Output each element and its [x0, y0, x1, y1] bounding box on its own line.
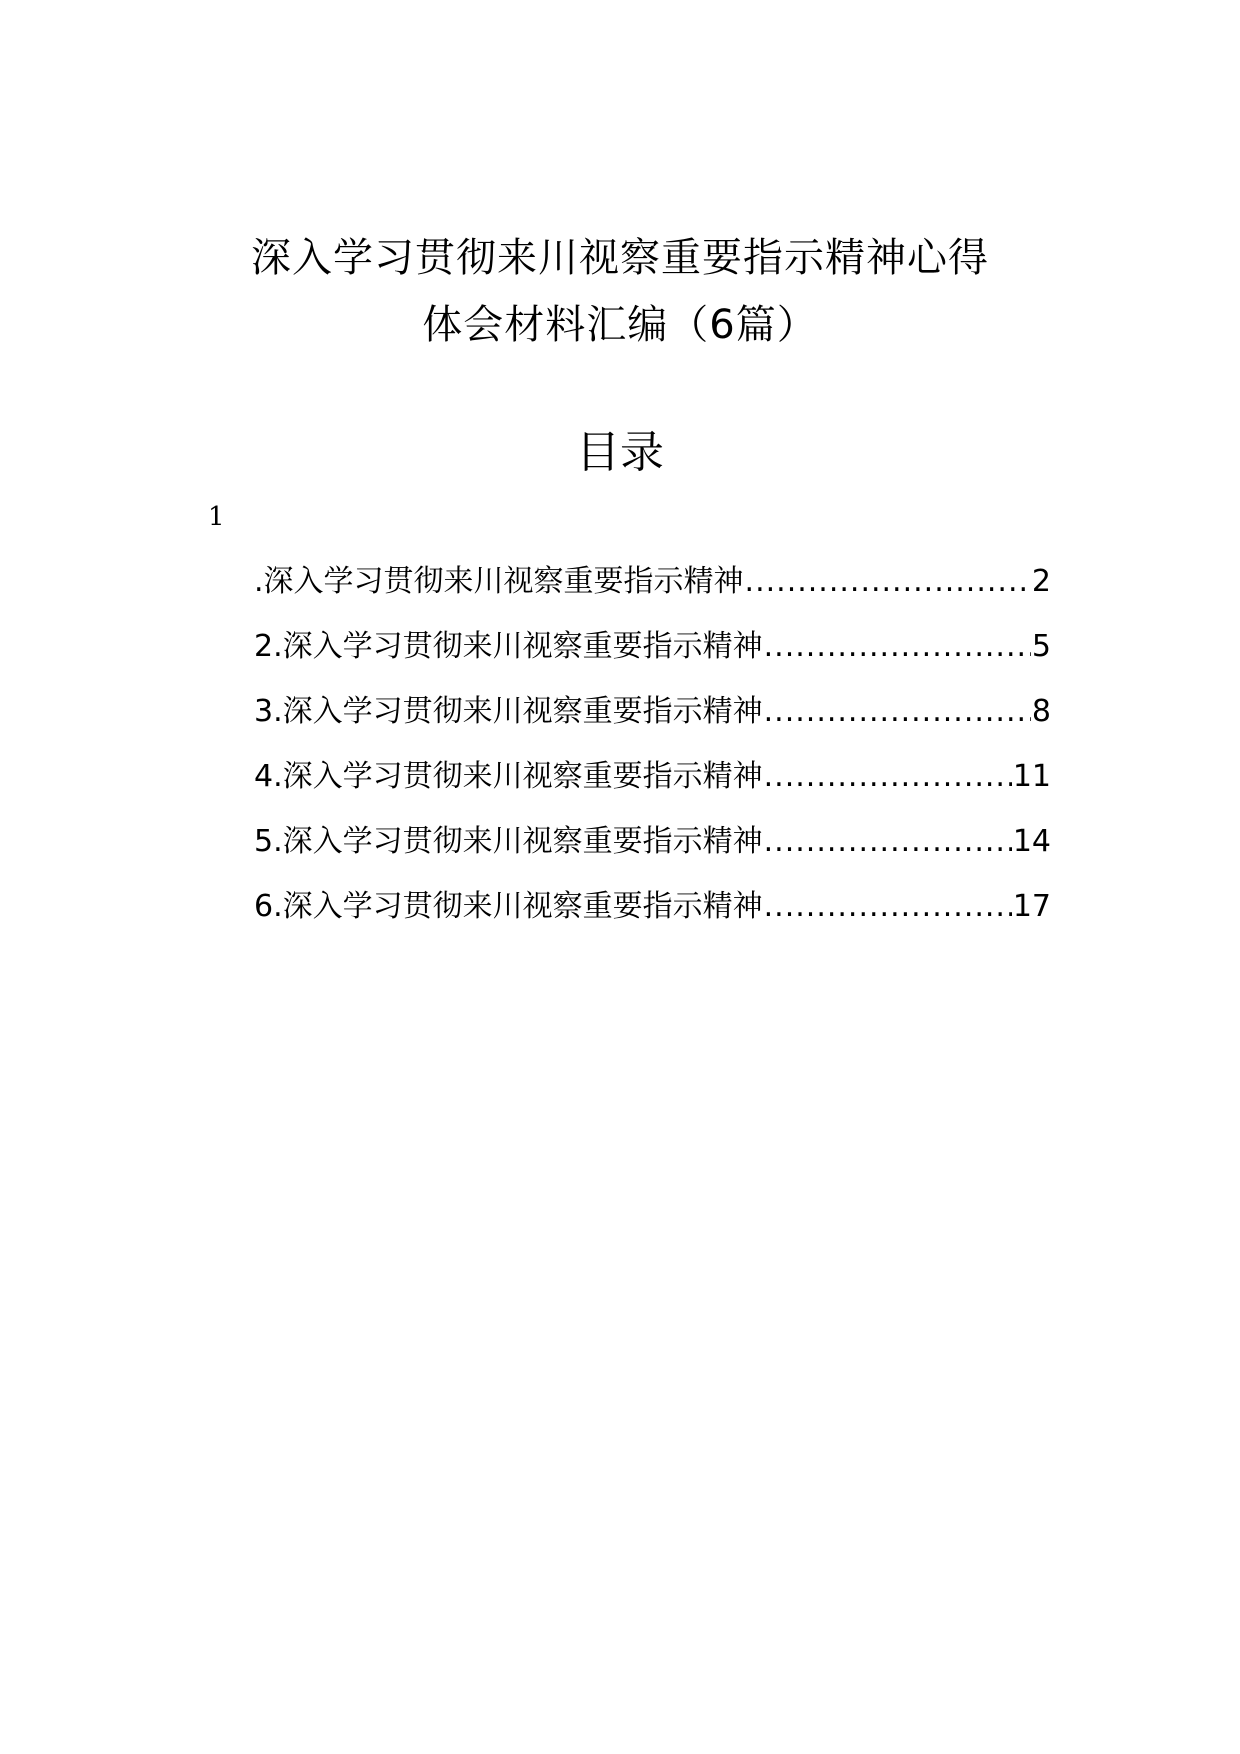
toc-entry-number: 6: [254, 889, 274, 924]
toc-entry-page: 5: [1031, 629, 1051, 664]
document-title-line-2: 体会材料汇编（6篇）: [422, 302, 818, 348]
toc-list: [254, 562, 1051, 952]
toc-entry-number: 2: [254, 629, 274, 664]
toc-entry-number: 5: [254, 824, 274, 859]
toc-entry-page: 17: [1012, 889, 1051, 924]
toc-dot-leader: [764, 822, 1012, 862]
toc-entry-page: 11: [1012, 759, 1051, 794]
toc-entry-text: .深入学习贯彻来川视察重要指示精神: [273, 694, 763, 729]
toc-entry-text: .深入学习贯彻来川视察重要指示精神: [273, 629, 763, 664]
toc-entry-text: .深入学习贯彻来川视察重要指示精神: [273, 889, 763, 924]
toc-entry-5[interactable]: [254, 822, 1051, 887]
toc-entry-number: 4: [254, 759, 274, 794]
toc-dot-leader: [745, 562, 1031, 602]
document-title-line-1: 深入学习贯彻来川视察重要指示精神心得: [251, 235, 989, 281]
toc-entry-text: .深入学习贯彻来川视察重要指示精神: [273, 759, 763, 794]
toc-dot-leader: [764, 887, 1012, 927]
toc-dot-leader: [764, 757, 1012, 797]
stray-page-number: 1: [208, 502, 225, 532]
toc-dot-leader: [764, 692, 1031, 732]
toc-entry-page: 14: [1012, 824, 1051, 859]
toc-dot-leader: [764, 627, 1031, 667]
toc-entry-page: 2: [1031, 564, 1051, 599]
toc-entry-text: .深入学习贯彻来川视察重要指示精神: [254, 564, 744, 599]
toc-entry-number: 3: [254, 694, 274, 729]
toc-entry-3[interactable]: [254, 692, 1051, 757]
toc-entry-2[interactable]: [254, 627, 1051, 692]
toc-entry-4[interactable]: [254, 757, 1051, 822]
toc-entry-text: .深入学习贯彻来川视察重要指示精神: [273, 824, 763, 859]
toc-entry-page: 8: [1031, 694, 1051, 729]
toc-entry-6[interactable]: [254, 887, 1051, 952]
toc-entry-1[interactable]: [254, 562, 1051, 627]
toc-heading: 目录: [576, 427, 664, 478]
